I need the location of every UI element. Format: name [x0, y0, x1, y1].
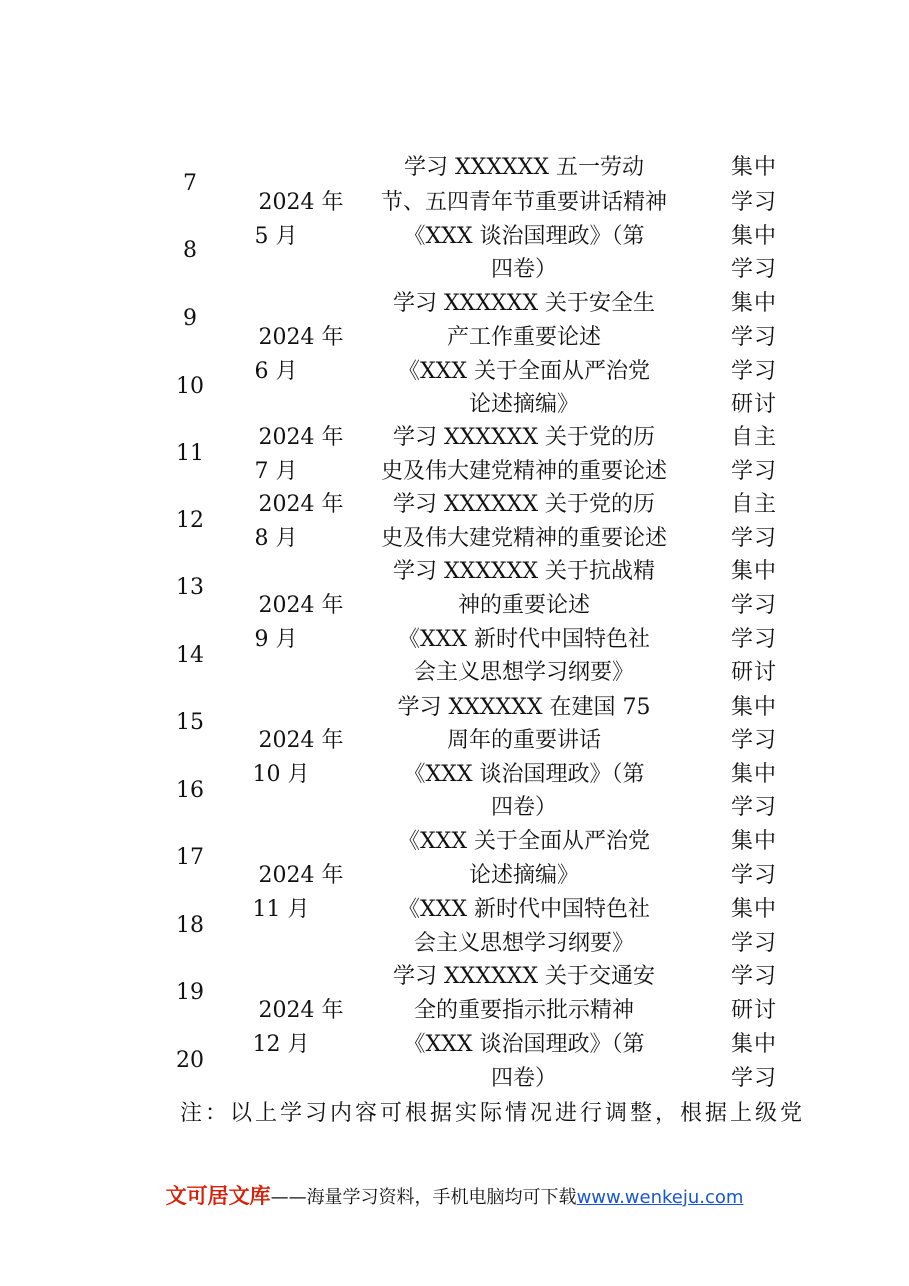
month-year: 2024 年 — [258, 190, 344, 215]
month-year: 2024 年 — [258, 728, 344, 753]
brand-logo-text: 文可居文库 — [165, 1184, 271, 1208]
row-number: 12 — [176, 508, 204, 533]
month-year: 2024 年 — [258, 998, 344, 1023]
content-line: 周年的重要讲话 — [446, 728, 601, 753]
method-line: 集中 — [730, 762, 777, 787]
content-line: 节、五四青年节重要讲话精神 — [380, 190, 667, 215]
method-line: 集中 — [730, 559, 777, 584]
method-line: 学习 — [730, 325, 777, 350]
content-line: 学习 XXXXXX 关于安全生 — [393, 291, 655, 316]
content-line: 四卷） — [490, 257, 557, 282]
month-label: 10 月 — [252, 762, 310, 787]
method-line: 学习 — [730, 627, 777, 652]
method-line: 学习 — [730, 1066, 777, 1091]
method-line: 集中 — [730, 291, 777, 316]
content-line: 史及伟大建党精神的重要论述 — [380, 526, 667, 551]
method-line: 研讨 — [730, 392, 777, 417]
method-line: 自主 — [730, 425, 777, 450]
month-label: 11 月 — [252, 897, 310, 922]
content-line: 《XXX 谈治国理政》（第 — [403, 762, 645, 787]
footer-banner — [0, 1186, 909, 1207]
footer-tagline: ——海量学习资料，手机电脑均可下载 — [270, 1187, 577, 1208]
row-number: 16 — [176, 778, 204, 803]
method-line: 集中 — [730, 224, 777, 249]
content-line: 史及伟大建党精神的重要论述 — [380, 459, 667, 484]
month-year: 2024 年 — [258, 863, 344, 888]
method-line: 集中 — [730, 695, 777, 720]
month-label: 12 月 — [252, 1032, 310, 1057]
method-line: 学习 — [730, 593, 777, 618]
content-line: 《XXX 关于全面从严治党 — [398, 359, 650, 384]
method-line: 学习 — [730, 964, 777, 989]
method-line: 自主 — [730, 492, 777, 517]
content-line: 《XXX 关于全面从严治党 — [398, 829, 650, 854]
content-line: 学习 XXXXXX 在建国 75 — [397, 695, 651, 720]
row-number: 20 — [176, 1048, 204, 1073]
content-line: 《XXX 谈治国理政》（第 — [403, 224, 645, 249]
method-line: 学习 — [730, 459, 777, 484]
row-number: 17 — [176, 845, 204, 870]
content-line: 《XXX 谈治国理政》（第 — [403, 1032, 645, 1057]
method-line: 学习 — [730, 863, 777, 888]
row-number: 11 — [176, 441, 204, 466]
month-label: 5 月 — [254, 224, 298, 249]
content-line: 产工作重要论述 — [446, 325, 601, 350]
row-number: 15 — [176, 710, 204, 735]
method-line: 研讨 — [730, 998, 777, 1023]
row-number: 13 — [176, 575, 204, 600]
method-line: 学习 — [730, 795, 777, 820]
row-number: 19 — [176, 980, 204, 1005]
content-line: 会主义思想学习纲要》 — [413, 660, 634, 685]
month-year: 2024 年 — [258, 593, 344, 618]
row-number: 7 — [183, 171, 197, 196]
content-line: 会主义思想学习纲要》 — [413, 931, 634, 956]
content-line: 学习 XXXXXX 关于交通安 — [393, 964, 655, 989]
row-number: 9 — [183, 306, 197, 331]
content-line: 论述摘编》 — [468, 392, 579, 417]
content-line: 全的重要指示批示精神 — [413, 998, 634, 1023]
month-label: 6 月 — [254, 359, 298, 384]
content-line: 论述摘编》 — [468, 863, 579, 888]
method-line: 学习 — [730, 728, 777, 753]
content-line: 学习 XXXXXX 关于党的历 — [393, 492, 655, 517]
website-link[interactable]: www.wenkeju.com — [576, 1187, 744, 1208]
method-line: 集中 — [730, 155, 777, 180]
content-line: 《XXX 新时代中国特色社 — [398, 627, 650, 652]
content-line: 四卷） — [490, 795, 557, 820]
method-line: 学习 — [730, 526, 777, 551]
note-text: 注：以上学习内容可根据实际情况进行调整，根据上级党 — [180, 1101, 806, 1126]
content-line: 四卷） — [490, 1066, 557, 1091]
month-label: 8 月 — [254, 526, 298, 551]
content-line: 学习 XXXXXX 关于党的历 — [393, 425, 655, 450]
content-line: 学习 XXXXXX 五一劳动 — [404, 155, 644, 180]
content-line: 学习 XXXXXX 关于抗战精 — [393, 559, 655, 584]
method-line: 学习 — [730, 190, 777, 215]
row-number: 8 — [183, 238, 197, 263]
row-number: 18 — [176, 913, 204, 938]
content-line: 神的重要论述 — [457, 593, 590, 618]
method-line: 学习 — [730, 931, 777, 956]
method-line: 集中 — [730, 1032, 777, 1057]
method-line: 研讨 — [730, 660, 777, 685]
month-label: 7 月 — [254, 459, 298, 484]
row-number: 10 — [176, 374, 204, 399]
row-number: 14 — [176, 643, 204, 668]
method-line: 集中 — [730, 897, 777, 922]
method-line: 集中 — [730, 829, 777, 854]
method-line: 学习 — [730, 359, 777, 384]
method-line: 学习 — [730, 257, 777, 282]
month-year: 2024 年 — [258, 425, 344, 450]
content-line: 《XXX 新时代中国特色社 — [398, 897, 650, 922]
month-year: 2024 年 — [258, 325, 344, 350]
month-label: 9 月 — [254, 627, 298, 652]
month-year: 2024 年 — [258, 492, 344, 517]
